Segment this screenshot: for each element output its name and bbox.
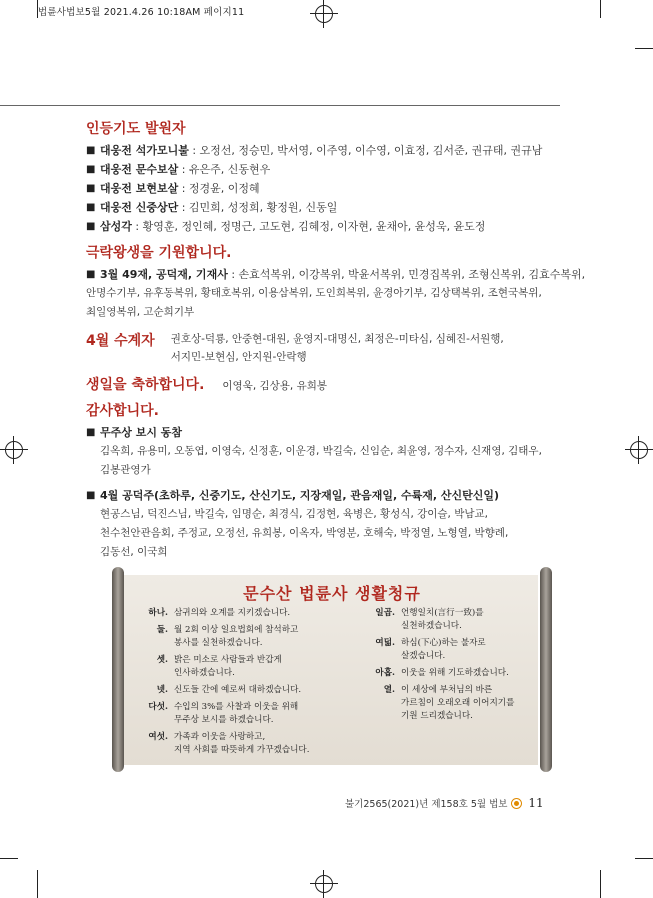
list-item bbox=[86, 423, 586, 442]
item-names: : 손효석복위, 이강복위, 박윤서복위, 민경집복위, 조형신복위, 김효수복위, bbox=[227, 268, 586, 281]
page-footer bbox=[345, 796, 544, 810]
rule-text: 이 세상에 부처님의 바른 가르침이 오래오래 이어지기를 기원 드리겠습니다. bbox=[401, 685, 515, 721]
rule-item bbox=[140, 684, 360, 697]
page-number: 11 bbox=[528, 796, 544, 810]
item-names: : 황영훈, 정인혜, 정명근, 고도현, 김혜정, 이자현, 윤채아, 윤성욱, 윤도정 bbox=[131, 220, 486, 233]
item-label: 무주상 보시 동참 bbox=[100, 426, 183, 439]
item-label: 대웅전 보현보살 bbox=[100, 182, 179, 195]
rebirth-list bbox=[86, 265, 586, 284]
issue-info: 불기2565(2021)년 제158호 5월 법보 bbox=[345, 799, 508, 810]
thanks-heading: 감사합니다. bbox=[86, 403, 159, 419]
thanks-list bbox=[86, 423, 586, 442]
rule-number: 하나. bbox=[148, 608, 168, 618]
item-label: 4월 공덕주(초하루, 신중기도, 산신기도, 지장재일, 관음재일, 수륙재, 산신탄신일) bbox=[100, 489, 499, 502]
page-content bbox=[86, 118, 586, 562]
thanks-names: 김옥희, 유용미, 오동엽, 이영숙, 신정훈, 이운경, 박길숙, 신임순, 최윤영, 정수자, 신재영, 김태우, bbox=[100, 445, 542, 457]
receivers-line: 권호상-덕룡, 안중현-대원, 윤영지-대명신, 최정은-미타심, 심혜진-서원행, bbox=[170, 333, 504, 345]
thanks-section bbox=[86, 400, 586, 562]
item-names: : 오정선, 정승민, 박서영, 이주영, 이수영, 이효정, 김서준, 권규태, 권규남 bbox=[188, 144, 543, 157]
rule-number: 아홉. bbox=[375, 668, 395, 678]
crop-mark bbox=[635, 48, 653, 49]
rule-item bbox=[140, 701, 360, 727]
crop-mark bbox=[600, 870, 601, 898]
rule-number: 둘. bbox=[156, 625, 168, 635]
scroll-title: 문수산 법륜사 생활청규 bbox=[243, 584, 421, 603]
rule-number: 여섯. bbox=[148, 732, 168, 742]
registration-mark-icon bbox=[0, 436, 28, 464]
item-label: 삼성각 bbox=[100, 220, 132, 233]
rule-item bbox=[140, 654, 360, 680]
rebirth-names: 최일영복위, 고순희기부 bbox=[86, 306, 195, 318]
item-label: 3월 49재, 공덕재, 기재사 bbox=[100, 268, 228, 281]
rule-text: 월 2회 이상 일요법회에 참석하고 봉사를 실천하겠습니다. bbox=[174, 625, 299, 648]
rule-item bbox=[367, 667, 547, 680]
rules-right-column bbox=[367, 607, 547, 727]
thanks-names: 천수천안관음회, 주정교, 오정선, 유희봉, 이옥자, 박영분, 호해숙, 박정열, 노형열, 박향례, bbox=[100, 527, 509, 539]
rule-text: 신도들 간에 예로써 대하겠습니다. bbox=[174, 685, 302, 695]
rule-text: 하심(下心)하는 불자로 살겠습니다. bbox=[401, 638, 486, 661]
item-label: 대웅전 문수보살 bbox=[100, 163, 179, 176]
rule-number: 셋. bbox=[156, 655, 168, 665]
birthday-section bbox=[86, 374, 586, 394]
rule-text: 수입의 3%를 사찰과 이웃을 위해 무주상 보시를 하겠습니다. bbox=[174, 702, 299, 725]
list-item bbox=[86, 486, 586, 505]
list-item bbox=[86, 198, 586, 217]
print-slug: 법륜사법보5월 2021.4.26 10:18AM 페이지11 bbox=[38, 7, 245, 18]
rule-item bbox=[140, 607, 360, 620]
rule-item bbox=[367, 684, 547, 723]
crop-mark bbox=[635, 858, 653, 859]
rule-item bbox=[367, 607, 547, 633]
temple-logo-icon bbox=[511, 798, 522, 809]
list-item bbox=[86, 160, 586, 179]
rule-item bbox=[140, 731, 360, 757]
rebirth-heading: 극락왕생을 기원합니다. bbox=[86, 245, 232, 261]
rule-number: 넷. bbox=[156, 685, 168, 695]
birthday-names: 이영욱, 김상용, 유희봉 bbox=[222, 380, 328, 392]
receivers-names bbox=[171, 330, 504, 366]
receivers-line: 서지민-보현심, 안지원-안락행 bbox=[170, 351, 307, 363]
list-item bbox=[86, 179, 586, 198]
rule-item bbox=[367, 637, 547, 663]
crop-mark bbox=[37, 870, 38, 898]
rule-text: 밝은 미소로 사람들과 반갑게 인사하겠습니다. bbox=[174, 655, 282, 678]
list-item bbox=[86, 141, 586, 160]
item-label: 대웅전 신중상단 bbox=[100, 201, 179, 214]
item-names: : 정경윤, 이정혜 bbox=[178, 182, 260, 195]
rule-text: 언행일치(言行一致)를 실천하겠습니다. bbox=[401, 608, 484, 631]
item-names: : 유은주, 신동현우 bbox=[178, 163, 271, 176]
thanks-names: 김동선, 이국희 bbox=[100, 546, 168, 558]
rules-left-column bbox=[140, 607, 360, 761]
rule-number: 일곱. bbox=[375, 608, 395, 618]
receivers-section bbox=[86, 330, 586, 366]
rule-number: 다섯. bbox=[148, 702, 168, 712]
prayer-heading: 인등기도 발원자 bbox=[86, 121, 186, 137]
rule-number: 여덟. bbox=[375, 638, 395, 648]
registration-mark-icon bbox=[310, 870, 338, 898]
registration-mark-icon bbox=[310, 0, 338, 28]
rebirth-section bbox=[86, 242, 586, 322]
list-item bbox=[86, 217, 586, 236]
crop-mark bbox=[600, 0, 601, 18]
thanks-names: 김봉관영가 bbox=[100, 464, 151, 476]
registration-mark-icon bbox=[625, 436, 653, 464]
item-names: : 김민희, 성정희, 황정원, 신동일 bbox=[178, 201, 338, 214]
rule-number: 열. bbox=[383, 685, 395, 695]
rule-text: 이웃을 위해 기도하겠습니다. bbox=[401, 668, 509, 678]
birthday-heading: 생일을 축하합니다. bbox=[86, 377, 205, 393]
rule-text: 가족과 이웃을 사랑하고, 지역 사회를 따뜻하게 가꾸겠습니다. bbox=[174, 732, 310, 755]
item-label: 대웅전 석가모니불 bbox=[100, 144, 189, 157]
rule-item bbox=[140, 624, 360, 650]
crop-mark bbox=[0, 858, 18, 859]
receivers-heading: 4월 수계자 bbox=[86, 333, 155, 349]
header-rule bbox=[0, 105, 560, 106]
rebirth-names: 안명수기부, 유후동복위, 황태호복위, 이용삼복위, 도인희복위, 윤경아기부, 김상택복위, 조현국복위, bbox=[86, 287, 542, 299]
thanks-list bbox=[86, 486, 586, 505]
rules-scroll bbox=[112, 567, 552, 772]
prayer-list bbox=[86, 141, 586, 236]
rule-text: 삼귀의와 오계를 지키겠습니다. bbox=[174, 608, 291, 618]
thanks-names: 현공스님, 덕진스님, 박길숙, 임명순, 최경식, 김정현, 육병은, 황성식, 강이슬, 박남교, bbox=[100, 508, 488, 520]
list-item bbox=[86, 265, 586, 284]
